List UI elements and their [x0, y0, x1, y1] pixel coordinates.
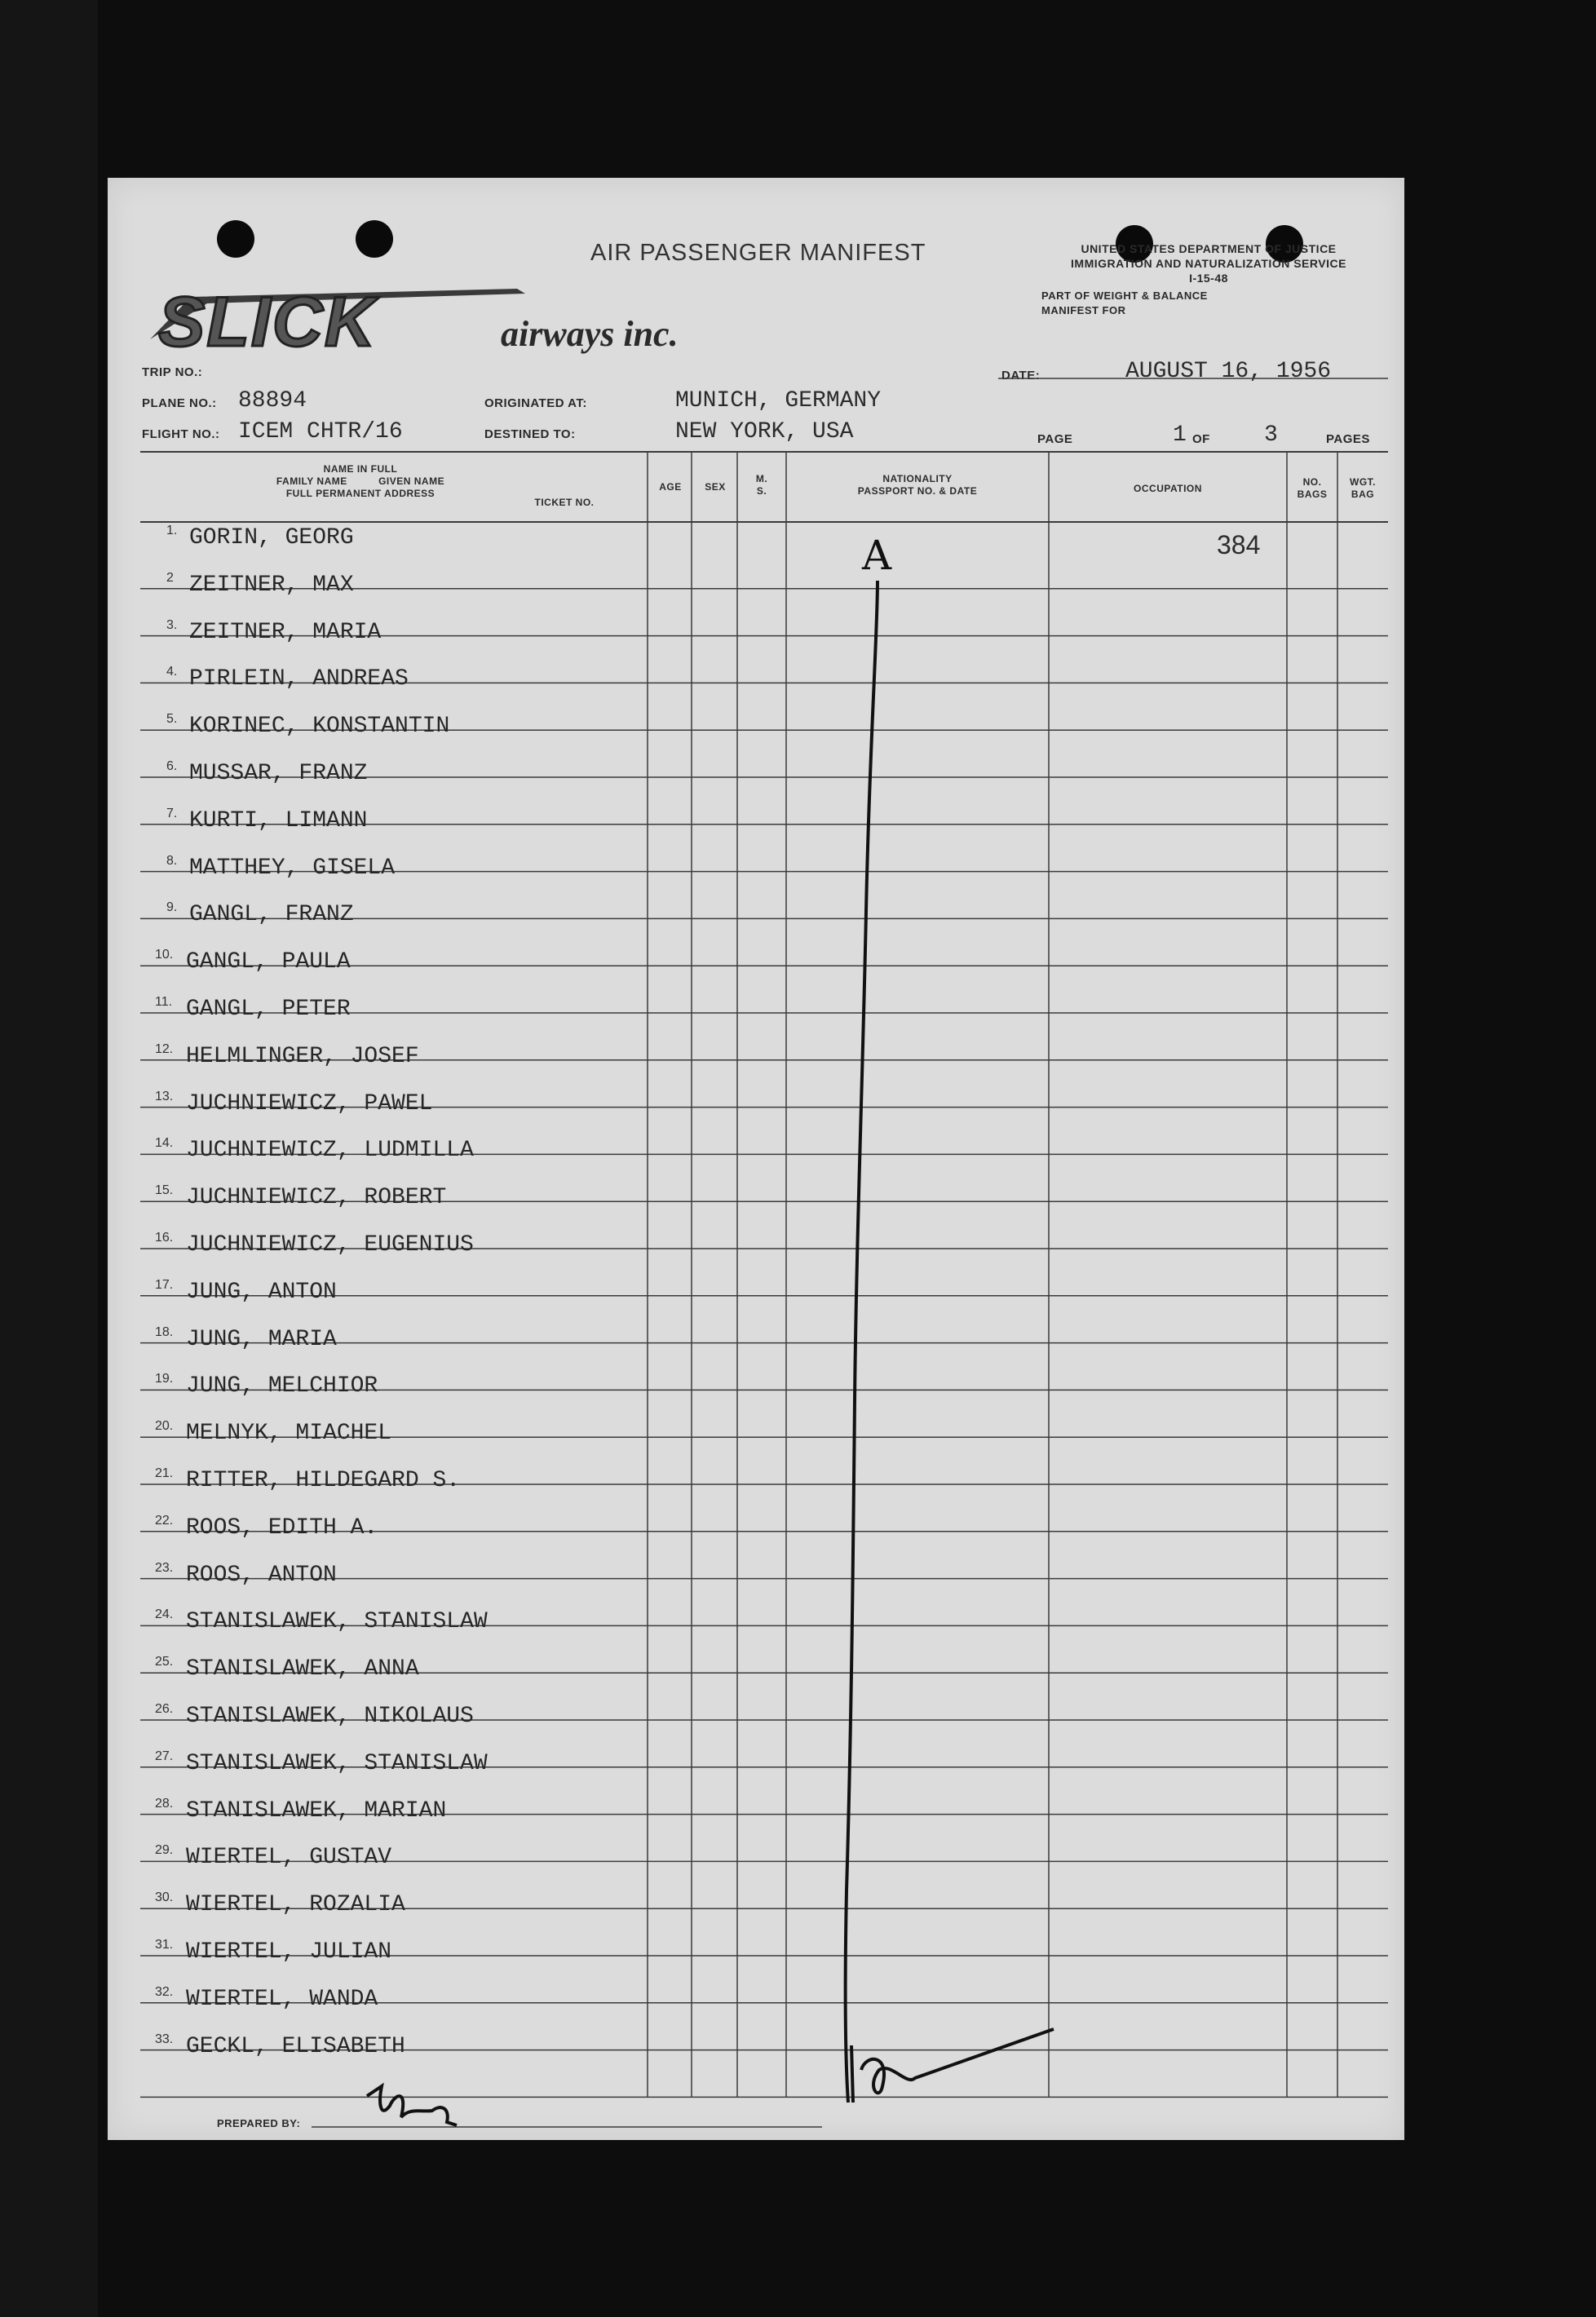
row-number: 31. [155, 1938, 174, 1952]
passenger-name: MELNYK, MIACHEL [186, 1421, 392, 1447]
occupation-note: 384 [1217, 530, 1261, 559]
originated-label: ORIGINATED AT: [484, 396, 587, 410]
passenger-name: JUCHNIEWICZ, EUGENIUS [186, 1232, 474, 1258]
passenger-name: GORIN, GEORG [189, 525, 354, 551]
row-number: 26. [155, 1702, 174, 1716]
passenger-name: GANGL, PAULA [186, 949, 351, 975]
passenger-name: GECKL, ELISABETH [186, 2033, 405, 2059]
passenger-name: RITTER, HILDEGARD S. [186, 1468, 461, 1493]
row-number: 1. [166, 524, 178, 537]
row-number: 12. [155, 1041, 174, 1056]
passenger-name: JUCHNIEWICZ, ROBERT [186, 1185, 447, 1211]
passenger-name: GANGL, FRANZ [189, 902, 354, 928]
handwritten-mark [108, 178, 1404, 2140]
row-number: 20. [155, 1419, 174, 1434]
passenger-name: HELMLINGER, JOSEF [186, 1043, 419, 1069]
destined-label: DESTINED TO: [484, 427, 576, 441]
col-head-ticket: TICKET NO. [534, 497, 595, 508]
passenger-name: STANISLAWEK, STANISLAW [186, 1750, 488, 1776]
dept-line: I-15-48 [1189, 272, 1228, 285]
passenger-name: STANISLAWEK, MARIAN [186, 1797, 447, 1824]
passenger-name: PIRLEIN, ANDREAS [189, 666, 409, 692]
row-number: 9. [166, 900, 178, 915]
passenger-name: STANISLAWEK, ANNA [186, 1656, 419, 1682]
scan-border [0, 0, 98, 2317]
col-head-name: NAME IN FULL FAMILY NAME GIVEN NAME FULL PERMANENT ADDRESS [276, 463, 445, 499]
passenger-name: JUCHNIEWICZ, LUDMILLA [186, 1138, 474, 1164]
row-number: 10. [155, 948, 174, 962]
row-number: 19. [155, 1372, 174, 1386]
row-number: 2 [166, 570, 174, 585]
dept-line: UNITED STATES DEPARTMENT OF JUSTICE [1081, 242, 1337, 255]
flight-label: FLIGHT NO.: [142, 427, 220, 441]
passenger-name: KURTI, LIMANN [189, 807, 368, 834]
row-number: 27. [155, 1749, 174, 1763]
row-number: 11. [155, 995, 173, 1009]
document-title: AIR PASSENGER MANIFEST [590, 240, 926, 266]
row-number: 21. [155, 1466, 174, 1480]
passenger-name: JUNG, MELCHIOR [186, 1373, 378, 1399]
passenger-name: JUCHNIEWICZ, PAWEL [186, 1090, 433, 1116]
passenger-name: STANISLAWEK, NIKOLAUS [186, 1704, 474, 1729]
passenger-name: JUNG, MARIA [186, 1326, 337, 1352]
destined-value: NEW YORK, USA [675, 419, 854, 444]
passenger-name: JUNG, ANTON [186, 1279, 337, 1305]
prepared-by-label: PREPARED BY: [217, 2117, 301, 2129]
passenger-name: WIERTEL, WANDA [186, 1986, 378, 2012]
row-number: 4. [166, 665, 178, 679]
passenger-name: MUSSAR, FRANZ [189, 761, 368, 786]
passenger-name: ROOS, EDITH A. [186, 1514, 378, 1541]
plane-value: 88894 [238, 388, 307, 413]
row-number: 18. [155, 1324, 174, 1339]
row-number: 29. [155, 1843, 174, 1858]
of-label: OF [1192, 432, 1210, 446]
col-head-occupation: OCCUPATION [1134, 483, 1202, 494]
row-number: 17. [155, 1277, 174, 1292]
row-number: 15. [155, 1183, 174, 1198]
passenger-name: STANISLAWEK, STANISLAW [186, 1609, 488, 1635]
col-head-ms: M. S. [755, 473, 768, 497]
row-number: 22. [155, 1513, 174, 1528]
svg-text:SLICK: SLICK [158, 283, 377, 361]
row-number: 23. [155, 1560, 174, 1575]
col-head-bags: NO. BAGS [1297, 476, 1328, 500]
passenger-name: ROOS, ANTON [186, 1562, 337, 1588]
part-of-line: PART OF WEIGHT & BALANCE [1041, 290, 1208, 302]
row-number: 14. [155, 1136, 174, 1151]
passenger-name: KORINEC, KONSTANTIN [189, 714, 450, 740]
svg-text:airways inc.: airways inc. [501, 314, 679, 354]
row-number: 16. [155, 1231, 174, 1245]
flight-value: ICEM CHTR/16 [238, 419, 403, 444]
svg-text:A: A [862, 532, 892, 579]
row-number: 5. [166, 712, 178, 727]
row-number: 8. [166, 853, 178, 868]
passenger-name: WIERTEL, ROZALIA [186, 1892, 405, 1918]
row-number: 32. [155, 1984, 174, 1999]
passenger-name: MATTHEY, GISELA [189, 855, 396, 881]
dept-line: IMMIGRATION AND NATURALIZATION SERVICE [1071, 257, 1346, 270]
row-number: 3. [166, 617, 178, 632]
date-value: AUGUST 16, 1956 [1125, 359, 1332, 384]
manifest-page [108, 178, 1404, 2140]
pages-label: PAGES [1326, 432, 1370, 446]
passenger-name: ZEITNER, MARIA [189, 619, 382, 645]
row-number: 33. [155, 2032, 174, 2046]
passenger-name: WIERTEL, JULIAN [186, 1939, 392, 1965]
part-of-line: MANIFEST FOR [1041, 304, 1126, 316]
col-head-nationality: NATIONALITY PASSPORT NO. & DATE [857, 473, 978, 497]
row-number: 7. [166, 806, 178, 820]
row-number: 6. [166, 759, 178, 773]
trip-label: TRIP NO.: [142, 365, 203, 379]
passenger-name: WIERTEL, GUSTAV [186, 1845, 392, 1871]
page-label: PAGE [1037, 432, 1073, 446]
plane-label: PLANE NO.: [142, 396, 217, 410]
of-value: 3 [1264, 422, 1278, 448]
row-number: 28. [155, 1796, 174, 1811]
col-head-age: AGE [659, 481, 682, 493]
col-head-wgt: WGT. BAG [1350, 476, 1376, 500]
row-number: 25. [155, 1655, 174, 1669]
passenger-name: GANGL, PETER [186, 997, 351, 1022]
date-label: DATE: [1001, 369, 1041, 382]
row-number: 13. [155, 1089, 174, 1103]
row-number: 30. [155, 1890, 174, 1905]
originated-value: MUNICH, GERMANY [675, 388, 882, 413]
col-head-sex: SEX [705, 481, 726, 493]
row-number: 24. [155, 1607, 174, 1622]
passenger-name: ZEITNER, MAX [189, 572, 354, 598]
page-value: 1 [1173, 422, 1187, 448]
